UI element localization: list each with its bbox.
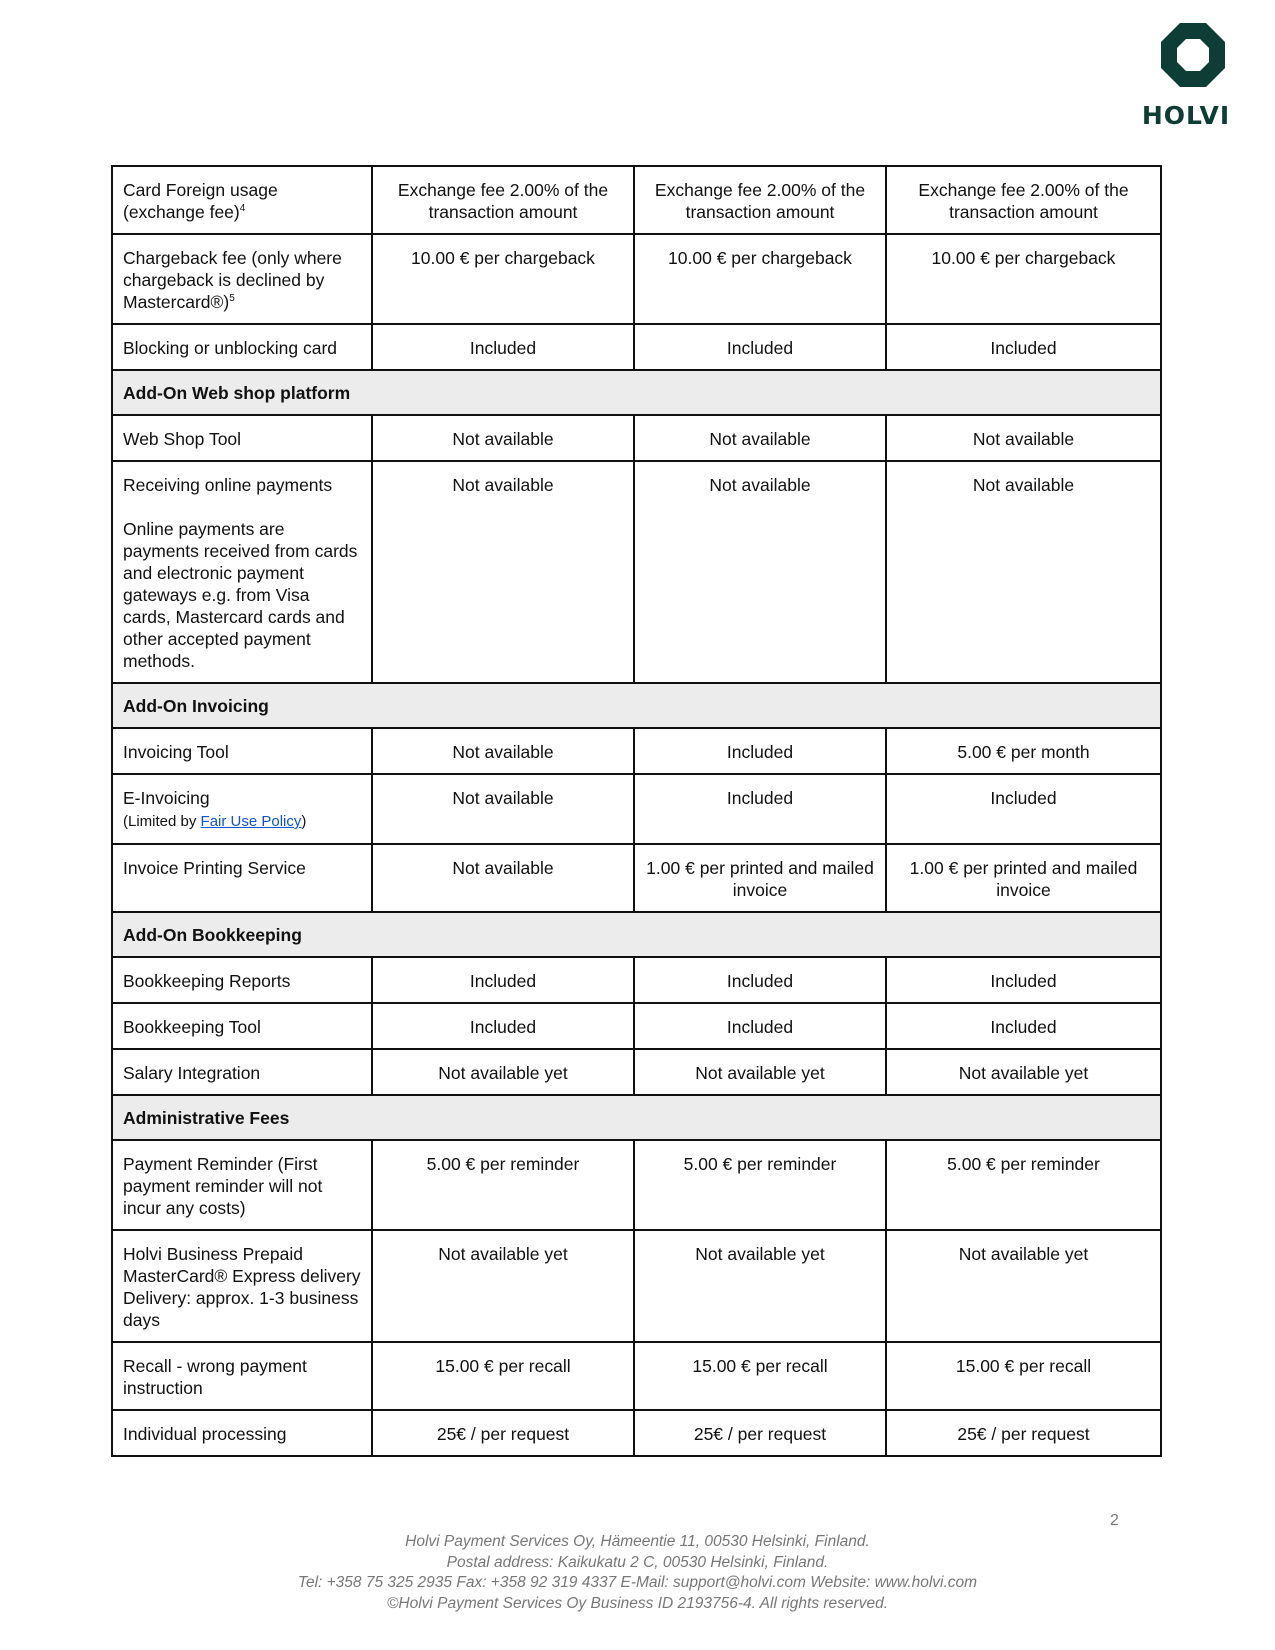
section-heading: Add-On Web shop platform	[112, 370, 1161, 415]
value-cell: Exchange fee 2.00% of the transaction amount	[372, 166, 634, 234]
value-cell: Included	[634, 1003, 886, 1049]
row-note: Online payments are payments received from cards and electronic payment gateways e.g. from Visa cards, Mastercard cards and other accepted payment methods.	[123, 519, 358, 671]
value-cell: Not available yet	[372, 1049, 634, 1095]
value-cell: Not available	[634, 461, 886, 683]
table-row	[112, 461, 1161, 683]
value-cell: Included	[634, 957, 886, 1003]
value-cell: Not available	[372, 728, 634, 774]
section-row	[112, 683, 1161, 728]
table-row	[112, 1140, 1161, 1230]
row-label: Invoice Printing Service	[123, 858, 306, 878]
value-cell: Included	[372, 324, 634, 370]
value-cell: Included	[372, 957, 634, 1003]
holvi-wordmark: HOLVI	[1141, 101, 1231, 130]
section-row	[112, 370, 1161, 415]
value-cell: Included	[634, 774, 886, 844]
row-label: Card Foreign usage (exchange fee)	[123, 180, 278, 222]
value-cell: Included	[886, 774, 1161, 844]
value-cell: 15.00 € per recall	[634, 1342, 886, 1410]
value-cell: Included	[372, 1003, 634, 1049]
row-label-cell	[112, 415, 372, 461]
footnote-marker: 5	[229, 293, 235, 304]
value-cell: Not available	[372, 415, 634, 461]
table-row	[112, 1049, 1161, 1095]
table-row	[112, 844, 1161, 912]
row-note: Delivery: approx. 1-3 business days	[123, 1288, 359, 1330]
holvi-octagon-icon	[1160, 22, 1226, 88]
table-row	[112, 234, 1161, 324]
value-cell: 25€ / per request	[634, 1410, 886, 1456]
section-row	[112, 912, 1161, 957]
value-cell: 10.00 € per chargeback	[886, 234, 1161, 324]
row-label-cell	[112, 1410, 372, 1456]
value-cell: 10.00 € per chargeback	[372, 234, 634, 324]
value-cell: 25€ / per request	[886, 1410, 1161, 1456]
row-label-cell	[112, 1049, 372, 1095]
value-cell: Exchange fee 2.00% of the transaction amount	[634, 166, 886, 234]
footer-line: Holvi Payment Services Oy, Hämeentie 11, 00530 Helsinki, Finland.	[405, 1533, 870, 1550]
table-row	[112, 1410, 1161, 1456]
row-label: Chargeback fee (only where chargeback is declined by Mastercard®)	[123, 248, 342, 312]
value-cell: Included	[634, 324, 886, 370]
row-label-cell	[112, 728, 372, 774]
value-cell: 25€ / per request	[372, 1410, 634, 1456]
footer-line: ©Holvi Payment Services Oy Business ID 2193756-4. All rights reserved.	[386, 1594, 889, 1612]
value-cell: 15.00 € per recall	[886, 1342, 1161, 1410]
row-label-cell	[112, 844, 372, 912]
value-cell: Not available	[634, 415, 886, 461]
table-row	[112, 728, 1161, 774]
table-row	[112, 1342, 1161, 1410]
row-label: Holvi Business Prepaid MasterCard® Express delivery	[123, 1244, 361, 1286]
row-label: Invoicing Tool	[123, 742, 229, 762]
table-row	[112, 166, 1161, 234]
value-cell: 5.00 € per month	[886, 728, 1161, 774]
value-cell: 1.00 € per printed and mailed invoice	[886, 844, 1161, 912]
value-cell: 5.00 € per reminder	[372, 1140, 634, 1230]
fee-table	[111, 165, 1162, 1457]
row-label: Payment Reminder (First payment reminder will not incur any costs)	[123, 1154, 323, 1218]
row-label: Recall - wrong payment instruction	[123, 1356, 307, 1398]
footnote-marker: 4	[239, 203, 246, 214]
footer-line: Tel: +358 75 325 2935 Fax: +358 92 319 4337 E-Mail: support@holvi.com Website: www.holvi.com	[297, 1574, 978, 1591]
row-label: Bookkeeping Reports	[123, 971, 291, 991]
table-row	[112, 415, 1161, 461]
table-row	[112, 957, 1161, 1003]
value-cell: Not available	[886, 415, 1161, 461]
row-label-cell	[112, 461, 372, 683]
value-cell: 5.00 € per reminder	[634, 1140, 886, 1230]
value-cell: Not available	[372, 844, 634, 912]
value-cell: Not available	[372, 461, 634, 683]
row-label-cell	[112, 1003, 372, 1049]
section-heading: Add-On Bookkeeping	[112, 912, 1161, 957]
value-cell: Not available	[886, 461, 1161, 683]
row-label: Bookkeeping Tool	[123, 1017, 261, 1037]
value-cell: Not available yet	[372, 1230, 634, 1342]
row-note-suffix: )	[301, 813, 307, 830]
holvi-logo	[1138, 22, 1234, 88]
row-label-cell	[112, 166, 372, 234]
row-label: E-Invoicing	[123, 788, 210, 808]
row-label: Web Shop Tool	[123, 429, 242, 449]
section-heading: Administrative Fees	[112, 1095, 1161, 1140]
table-row	[112, 1003, 1161, 1049]
row-label: Receiving online payments	[123, 475, 333, 495]
value-cell: 5.00 € per reminder	[886, 1140, 1161, 1230]
row-label: Individual processing	[123, 1424, 287, 1444]
value-cell: Exchange fee 2.00% of the transaction amount	[886, 166, 1161, 234]
row-label-cell	[112, 1342, 372, 1410]
value-cell: Included	[886, 1003, 1161, 1049]
section-heading: Add-On Invoicing	[112, 683, 1161, 728]
row-label-cell	[112, 1230, 372, 1342]
footer	[0, 1532, 1275, 1614]
fair-use-policy-link[interactable]: Fair Use Policy	[200, 813, 302, 830]
section-row	[112, 1095, 1161, 1140]
value-cell: Not available	[372, 774, 634, 844]
row-label: Blocking or unblocking card	[123, 338, 338, 358]
row-label-cell	[112, 324, 372, 370]
footer-line: Postal address: Kaikukatu 2 C, 00530 Helsinki, Finland.	[446, 1553, 829, 1571]
page-number: 2	[1110, 1512, 1119, 1529]
value-cell: Included	[886, 957, 1161, 1003]
row-label-cell	[112, 1140, 372, 1230]
row-label-cell	[112, 957, 372, 1003]
value-cell: 10.00 € per chargeback	[634, 234, 886, 324]
value-cell: Included	[886, 324, 1161, 370]
table-row	[112, 1230, 1161, 1342]
value-cell: Not available yet	[886, 1230, 1161, 1342]
value-cell: Not available yet	[634, 1230, 886, 1342]
value-cell: 15.00 € per recall	[372, 1342, 634, 1410]
value-cell: Included	[634, 728, 886, 774]
value-cell: 1.00 € per printed and mailed invoice	[634, 844, 886, 912]
table-row	[112, 774, 1161, 844]
row-note-prefix: (Limited by	[123, 813, 201, 830]
value-cell: Not available yet	[634, 1049, 886, 1095]
row-label-cell	[112, 234, 372, 324]
row-label-cell	[112, 774, 372, 844]
table-row	[112, 324, 1161, 370]
row-label: Salary Integration	[123, 1063, 261, 1083]
value-cell: Not available yet	[886, 1049, 1161, 1095]
